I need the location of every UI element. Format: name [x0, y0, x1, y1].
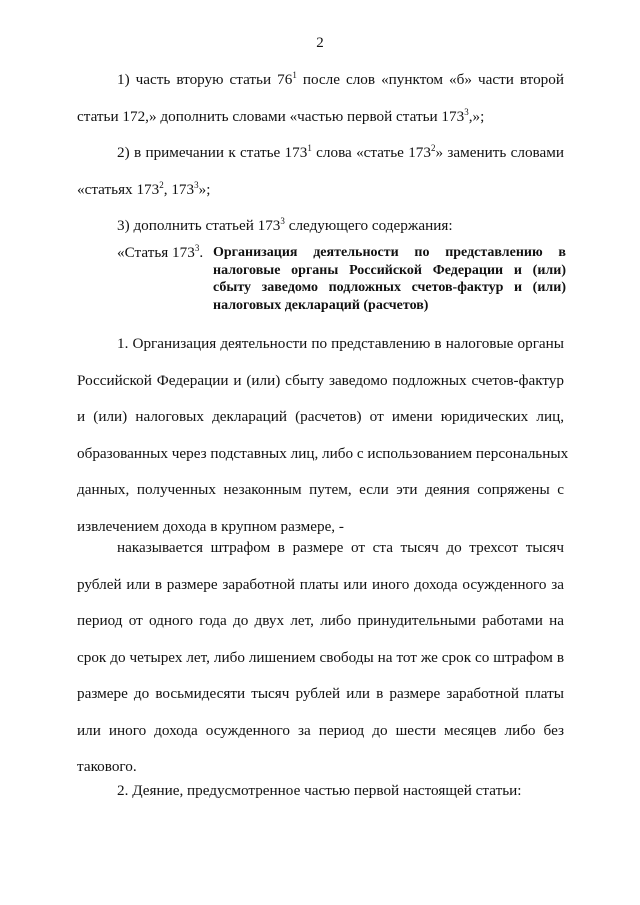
- amendment-item-2-line-1: [77, 135, 564, 172]
- paragraph-line: рублей или в размере заработной платы или иного дохода осужденного за: [77, 575, 564, 593]
- text-fragment: 2) в примечании к статье 173: [117, 144, 308, 161]
- text-fragment: «статьях 173: [77, 180, 160, 198]
- paragraph-line: извлечением дохода в крупном размере, -: [77, 517, 344, 535]
- paragraph-line: размере до восьмидесяти тысяч рублей или в размере заработной платы: [77, 685, 564, 702]
- paragraph-line: 2. Деяние, предусмотренное частью первой настоящей статьи:: [117, 782, 522, 799]
- article-heading: [117, 244, 566, 314]
- paragraph-line: и (или) налоговых деклараций (расчетов) от имени юридических лиц,: [77, 408, 564, 425]
- article-title: [213, 244, 566, 314]
- paragraph-line: Российской Федерации и (или) сбыту заведомо подложных счетов-фактур: [77, 371, 564, 389]
- superscript: 1: [307, 143, 312, 153]
- superscript: 3: [194, 243, 200, 253]
- amendment-item-2: [77, 135, 564, 208]
- paragraph-line: срок до четырех лет, либо лишением свободы на тот же срок со штрафом в: [77, 648, 564, 666]
- paragraph-line: такового.: [77, 758, 137, 775]
- superscript: 3: [194, 179, 199, 190]
- superscript: 2: [431, 143, 436, 153]
- article-title-line: сбыту заведомо подложных счетов-фактур и (или): [213, 280, 566, 296]
- article-title-line: налоговые органы Российской Федерации и (или): [213, 262, 566, 278]
- superscript: 3: [280, 216, 285, 226]
- text-fragment: .: [199, 244, 204, 261]
- paragraph-line: наказывается штрафом в размере от ста тысяч до трехсот тысяч: [117, 539, 564, 556]
- article-part-1: [77, 326, 569, 545]
- text-fragment: после слов «пунктом «б» части второй: [296, 71, 564, 88]
- text-fragment: , 173: [163, 180, 195, 198]
- text-fragment: » заменить словами: [435, 144, 564, 161]
- amendment-item-1-line-1: [77, 62, 564, 99]
- text-fragment: 3) дополнить статьей 173: [117, 217, 281, 234]
- paragraph-line: 1. Организация деятельности по представлению в налоговые органы: [117, 335, 564, 352]
- paragraph-line: период от одного года до двух лет, либо принудительными работами на: [77, 612, 564, 629]
- amendment-item-1: [77, 62, 564, 135]
- paragraph-line: данных, полученных незаконным путем, если эти деяния сопряжены с: [77, 481, 564, 498]
- text-fragment: следующего содержания:: [284, 217, 453, 234]
- text-fragment: слова «статье 173: [311, 144, 431, 161]
- article-title-line: налоговых деклараций (расчетов): [213, 297, 429, 313]
- article-part-2: [77, 773, 564, 810]
- superscript: 2: [159, 179, 164, 190]
- paragraph-line: или иного дохода осужденного за период до шести месяцев либо без: [77, 721, 564, 739]
- text-fragment: ,»;: [468, 107, 485, 125]
- text-fragment: »;: [198, 180, 211, 198]
- article-label: [117, 244, 213, 262]
- amendment-item-2-line-2: [77, 172, 564, 209]
- amendment-item-3: [77, 208, 564, 245]
- text-fragment: статьи 172,» дополнить словами «частью первой статьи 173: [77, 107, 465, 125]
- article-title-line: Организация деятельности по представлению в: [213, 245, 566, 260]
- paragraph-line: образованных через подставных лиц, либо с использованием персональных: [77, 444, 569, 462]
- amendment-item-1-line-2: [77, 99, 564, 136]
- text-fragment: «Статья 173: [117, 244, 195, 261]
- text-fragment: 1) часть вторую статьи 76: [117, 71, 293, 88]
- amendment-item-3-line: [77, 208, 564, 245]
- penalty-paragraph: [77, 530, 564, 786]
- page-number: 2: [316, 35, 324, 51]
- superscript: 1: [292, 70, 297, 80]
- superscript: 3: [464, 106, 469, 117]
